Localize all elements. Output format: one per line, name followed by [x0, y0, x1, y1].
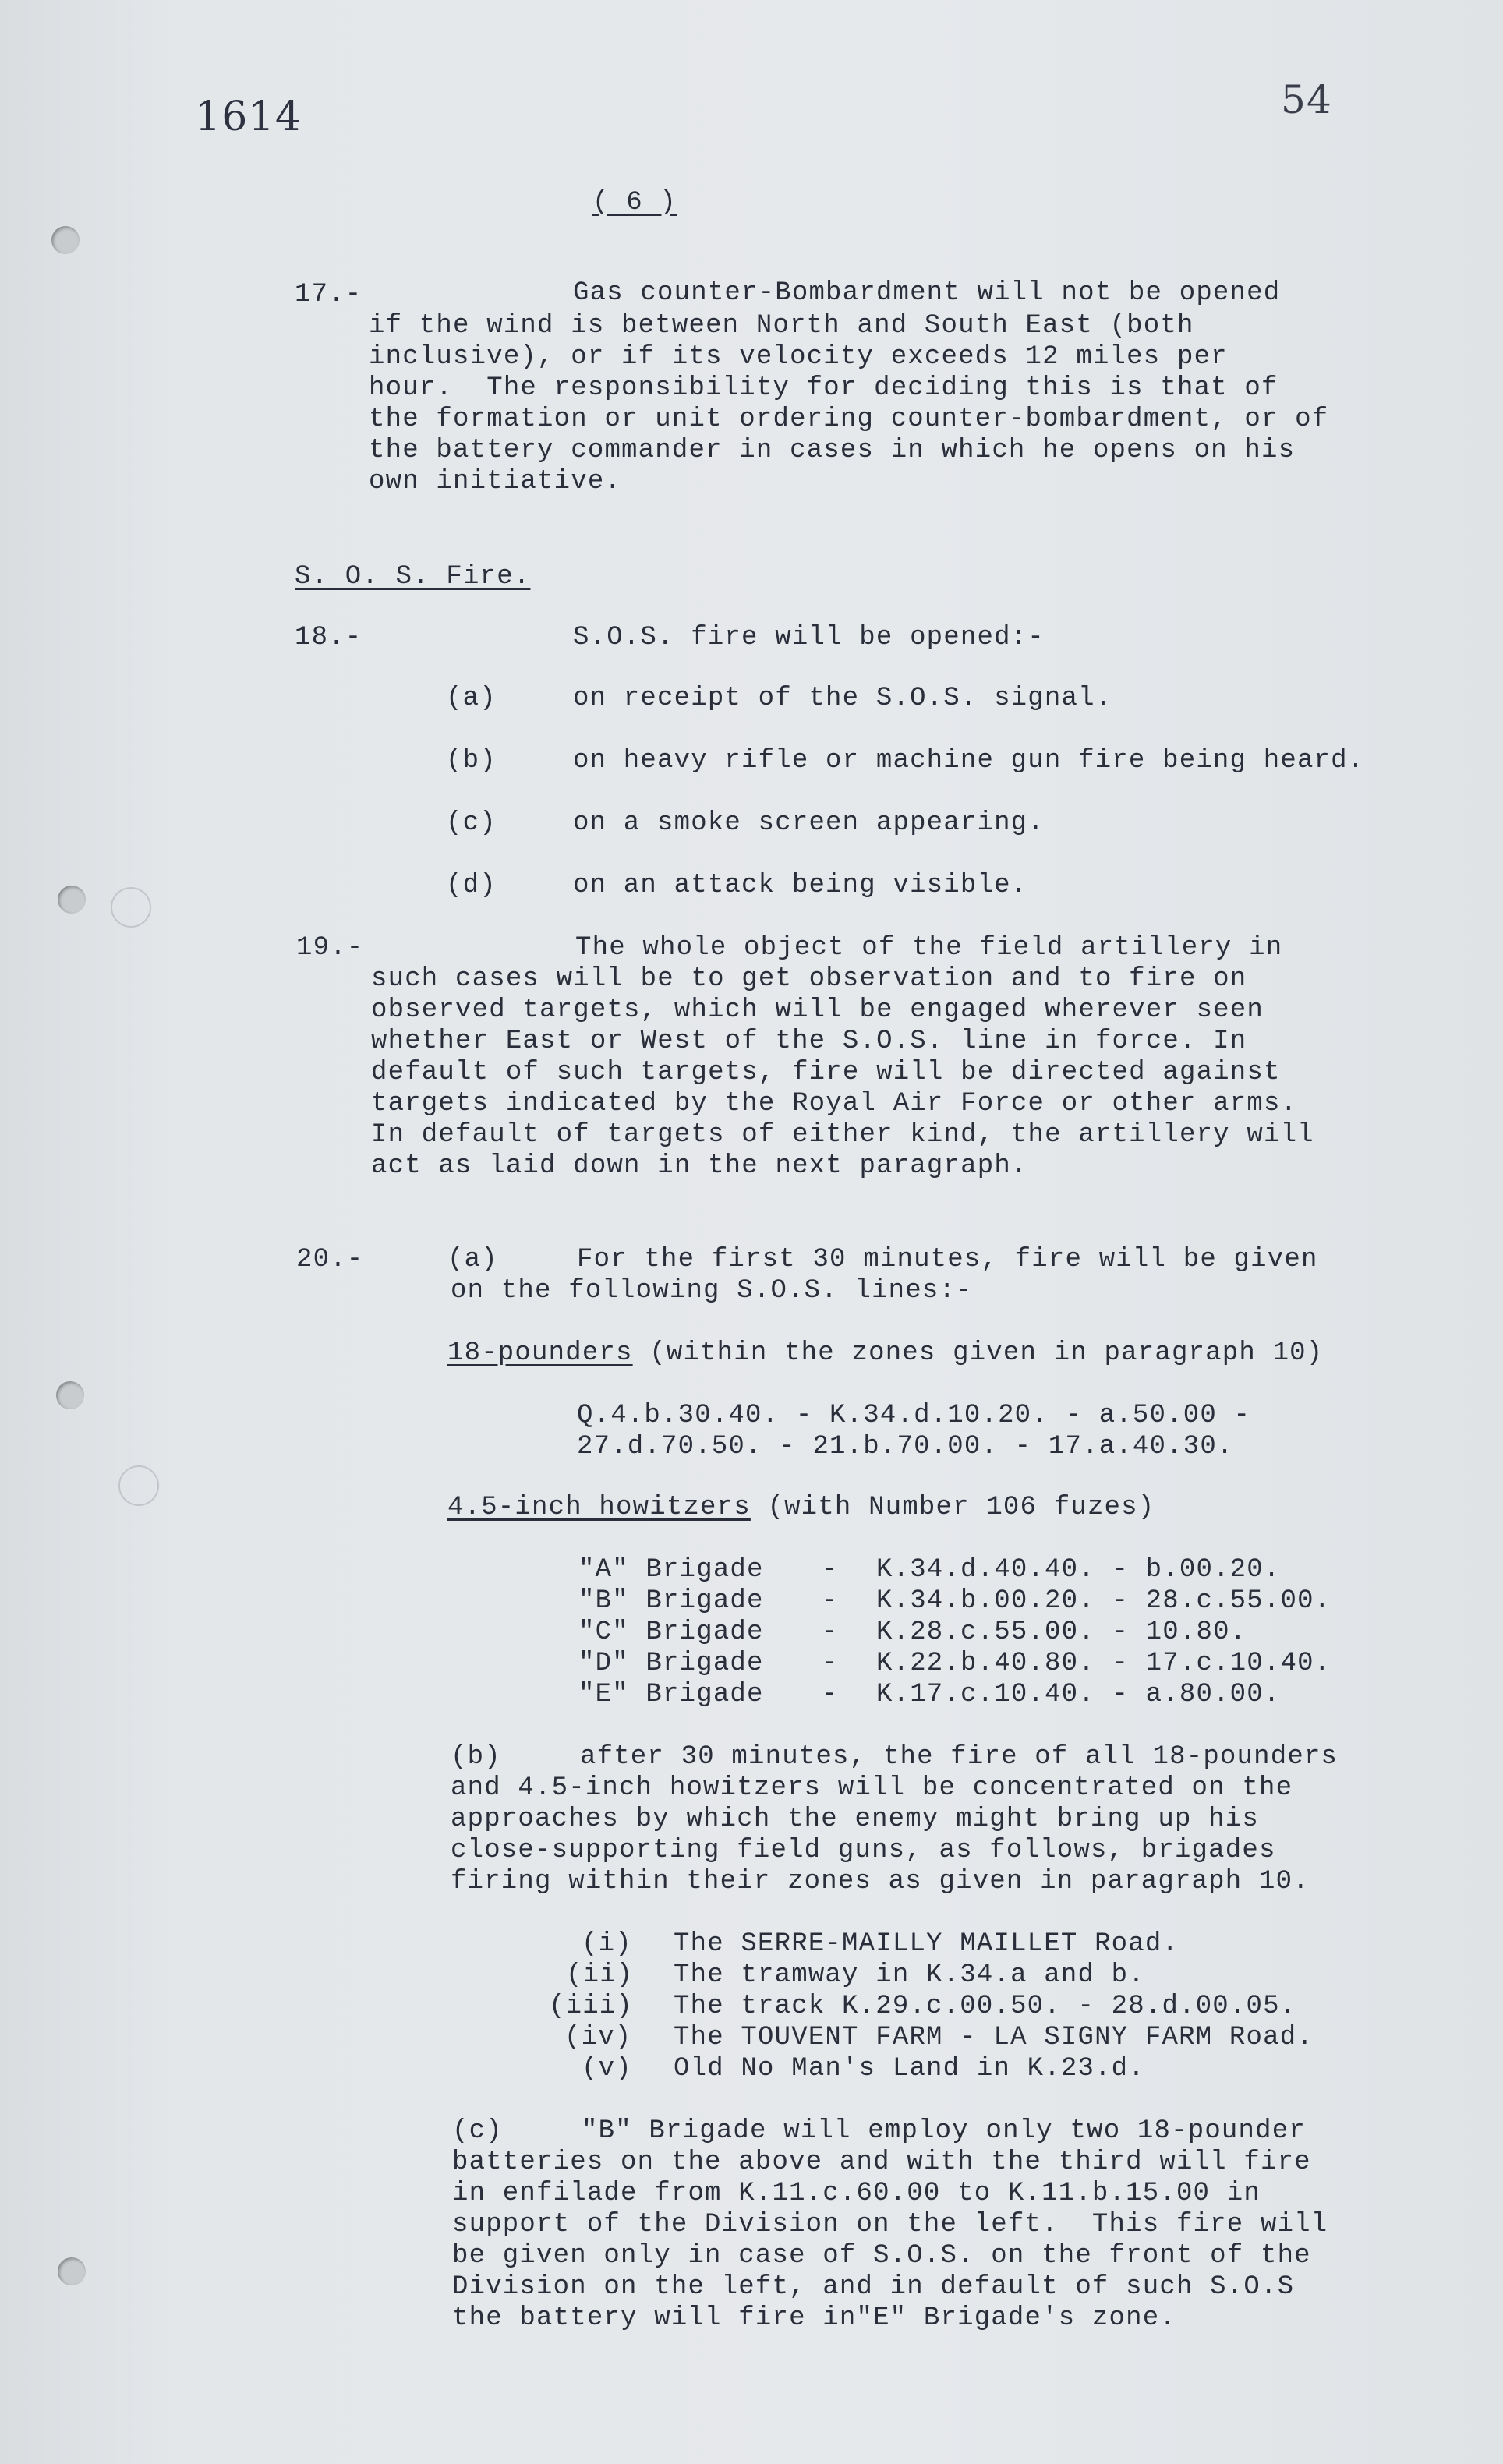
para-line: default of such targets, fire will be directed against: [371, 1058, 1281, 1087]
road-text: The SERRE-MAILLY MAILLET Road.: [674, 1929, 1179, 1959]
para-line: the formation or unit ordering counter-bombardment, or of: [369, 405, 1329, 434]
sos-line: Q.4.b.30.40. - K.34.d.10.20. - a.50.00 -: [577, 1401, 1251, 1430]
para-line: targets indicated by the Royal Air Force or other arms.: [371, 1089, 1298, 1119]
brigade-line: K.28.c.55.00. - 10.80.: [876, 1617, 1247, 1647]
document-number: 1614: [195, 94, 302, 140]
para-line: and 4.5-inch howitzers will be concentrated on the: [451, 1773, 1293, 1803]
brigade-name: "B" Brigade: [578, 1586, 764, 1616]
punch-hole-ring: [118, 1465, 159, 1506]
punch-hole: [56, 1381, 84, 1409]
para-line: if the wind is between North and South East (both: [369, 311, 1194, 341]
item-label: (a): [447, 1245, 498, 1274]
para-line: whether East or West of the S.O.S. line in force. In: [371, 1027, 1247, 1056]
item-text: on receipt of the S.O.S. signal.: [573, 684, 1112, 713]
brigade-name: "C" Brigade: [578, 1617, 764, 1647]
para-line: approaches by which the enemy might bring up his: [451, 1805, 1259, 1834]
item-text: on an attack being visible.: [573, 871, 1028, 900]
road-label: (iii): [549, 1992, 634, 2021]
brigade-name: "D" Brigade: [578, 1649, 764, 1678]
item-label: (c): [446, 808, 497, 838]
sos-line: 27.d.70.50. - 21.b.70.00. - 17.a.40.30.: [577, 1432, 1234, 1462]
brigade-name: "E" Brigade: [578, 1680, 764, 1709]
para-line: own initiative.: [369, 467, 622, 497]
para-number: 17.-: [295, 280, 362, 309]
road-label: (i): [582, 1929, 632, 1959]
subheading-line: [447, 1492, 1155, 1523]
para-line: be given only in case of S.O.S. on the front of the: [452, 2241, 1311, 2271]
road-text: Old No Man's Land in K.23.d.: [674, 2054, 1145, 2084]
para-line: observed targets, which will be engaged wherever seen: [371, 995, 1264, 1025]
punch-hole: [51, 226, 80, 254]
para-line: inclusive), or if its velocity exceeds 12 miles per: [369, 342, 1228, 372]
subheading-howitzers: 4.5-inch howitzers: [447, 1493, 751, 1522]
para-intro: S.O.S. fire will be opened:-: [573, 623, 1045, 652]
brigade-dash: -: [822, 1680, 839, 1709]
subheading-line: [447, 1338, 1323, 1369]
road-text: The track K.29.c.00.50. - 28.d.00.05.: [674, 1992, 1297, 2021]
subheading-note: (within the zones given in paragraph 10): [632, 1338, 1324, 1368]
folio-number: 54: [1281, 77, 1333, 122]
para-line: after 30 minutes, the fire of all 18-pounders: [580, 1742, 1339, 1772]
punch-hole: [58, 2257, 86, 2285]
para-number: 18.-: [295, 623, 362, 652]
brigade-name: "A" Brigade: [578, 1555, 764, 1585]
para-number: 19.-: [296, 933, 364, 963]
punch-hole: [58, 886, 86, 914]
para-line: act as laid down in the next paragraph.: [371, 1151, 1028, 1181]
para-line: Division on the left, and in default of such S.O.S: [452, 2272, 1295, 2302]
para-line: the battery will fire in"E" Brigade's zone.: [452, 2303, 1176, 2333]
section-heading: S. O. S. Fire.: [295, 562, 531, 592]
road-label: (v): [582, 2054, 632, 2084]
page-number: ( 6 ): [592, 188, 677, 217]
para-line: in enfilade from K.11.c.60.00 to K.11.b.15.00 in: [452, 2179, 1261, 2208]
para-line: on the following S.O.S. lines:-: [451, 1276, 973, 1306]
para-line: support of the Division on the left. This fire will: [452, 2210, 1328, 2240]
subheading-18-pounders: 18-pounders: [447, 1338, 633, 1368]
brigade-dash: -: [822, 1555, 839, 1585]
para-line: firing within their zones as given in paragraph 10.: [451, 1867, 1310, 1897]
brigade-dash: -: [822, 1586, 839, 1616]
para-number: 20.-: [296, 1245, 364, 1274]
item-label: (b): [451, 1742, 501, 1772]
para-line: "B" Brigade will employ only two 18-pounder: [582, 2116, 1306, 2146]
road-label: (ii): [566, 1960, 634, 1990]
brigade-line: K.34.d.40.40. - b.00.20.: [876, 1555, 1281, 1585]
para-line: For the first 30 minutes, fire will be given: [577, 1245, 1318, 1274]
brigade-dash: -: [822, 1617, 839, 1647]
road-text: The TOUVENT FARM - LA SIGNY FARM Road.: [674, 2023, 1314, 2052]
para-line: close-supporting field guns, as follows, brigades: [451, 1836, 1276, 1865]
para-line: the battery commander in cases in which he opens on his: [369, 436, 1296, 465]
road-label: (iv): [564, 2023, 632, 2052]
subheading-note: (with Number 106 fuzes): [750, 1493, 1155, 1522]
item-label: (a): [446, 684, 497, 713]
para-line: Gas counter-Bombardment will not be opened: [573, 278, 1281, 308]
para-line: The whole object of the field artillery in: [575, 933, 1283, 963]
para-line: In default of targets of either kind, the artillery will: [371, 1120, 1314, 1150]
item-label: (c): [452, 2116, 503, 2146]
item-text: on heavy rifle or machine gun fire being heard.: [573, 746, 1365, 776]
para-line: batteries on the above and with the third will fire: [452, 2148, 1311, 2177]
brigade-line: K.22.b.40.80. - 17.c.10.40.: [876, 1649, 1331, 1678]
road-text: The tramway in K.34.a and b.: [674, 1960, 1145, 1990]
brigade-line: K.34.b.00.20. - 28.c.55.00.: [876, 1586, 1331, 1616]
item-label: (b): [446, 746, 497, 776]
item-text: on a smoke screen appearing.: [573, 808, 1045, 838]
item-label: (d): [446, 871, 497, 900]
para-line: hour. The responsibility for deciding this is that of: [369, 373, 1278, 403]
punch-hole-ring: [111, 887, 151, 928]
para-line: such cases will be to get observation and to fire on: [371, 964, 1247, 994]
brigade-dash: -: [822, 1649, 839, 1678]
brigade-line: K.17.c.10.40. - a.80.00.: [876, 1680, 1281, 1709]
